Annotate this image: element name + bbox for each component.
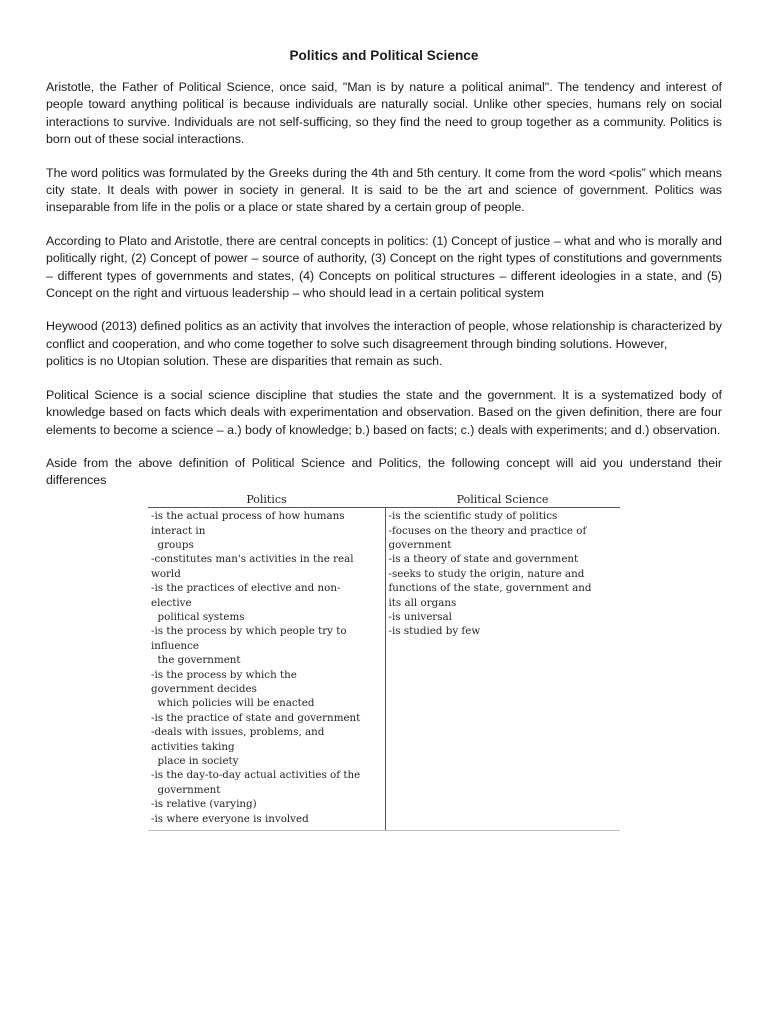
politics-line: -is the process by which the xyxy=(151,668,297,681)
table-header-political-science: Political Science xyxy=(385,492,620,508)
politics-column-cell xyxy=(148,508,385,831)
political-science-line: government xyxy=(388,538,452,551)
political-science-line: -seeks to study the origin, nature and xyxy=(388,567,585,580)
politics-line: groups xyxy=(151,538,194,551)
paragraph-aristotle: Aristotle, the Father of Political Science, once said, "Man is by nature a political animal". The tendency and interest of people toward anything political is because individuals are naturally social. Unlike other species, humans rely on social interactions to survive. Individuals are not self-sufficing, so they find the need to group together as a community. Politics is born out of these social interactions. xyxy=(46,80,722,147)
politics-line: influence xyxy=(151,639,200,652)
political-science-line: -is a theory of state and government xyxy=(388,553,579,566)
political-science-line: -focuses on the theory and practice of xyxy=(388,524,587,537)
paragraph-heywood-text: Heywood (2013) defined politics as an activity that involves the interaction of people, whose relationship is characterized by conflict and cooperation, and who come together to solve such disagreement through binding solutions. However, xyxy=(46,319,722,351)
politics-line: -is the day-to-day actual activities of the xyxy=(151,769,361,782)
politics-line: interact in xyxy=(151,524,206,537)
politics-line: which policies will be enacted xyxy=(151,697,315,710)
politics-line: activities taking xyxy=(151,740,235,753)
politics-line: -is the process by which people try to xyxy=(151,625,347,638)
politics-line: -constitutes man's activities in the real xyxy=(151,553,354,566)
politics-line: the government xyxy=(151,654,241,667)
paragraph-heywood-continuation: politics is no Utopian solution. These are disparities that remain as such. xyxy=(46,354,443,369)
political-science-line: -is the scientific study of politics xyxy=(388,510,558,523)
political-science-line: functions of the state, government and xyxy=(388,582,592,595)
politics-line: -is the actual process of how humans xyxy=(151,510,345,523)
politics-line: elective xyxy=(151,596,192,609)
politics-line: government xyxy=(151,783,221,796)
political-science-column-cell xyxy=(385,508,620,831)
political-science-line: -is universal xyxy=(388,610,452,623)
politics-line: -is relative (varying) xyxy=(151,798,257,811)
politics-line: -is the practices of elective and non- xyxy=(151,582,341,595)
politics-line: government decides xyxy=(151,683,257,695)
paragraph-heywood xyxy=(46,318,722,370)
politics-line: place in society xyxy=(151,755,239,768)
paragraph-aside: Aside from the above definition of Political Science and Politics, the following concept will aid you understand their differences xyxy=(46,455,722,488)
paragraph-word-politics: The word politics was formulated by the Greeks during the 4th and 5th century. It come from the word <polis” which means city state. It deals with power in society in general. It is said to be the art and science of government. Politics was inseparable from life in the polis or a place or state shared by a certain group of people. xyxy=(46,165,722,215)
paragraph-central-concepts: According to Plato and Aristotle, there are central concepts in politics: (1) Concept of justice – what and who is morally and politically right, (2) Concept of power – source of authority, (3) Concept on the right types of constitutions and governments – different types of governments and states, (4) Concepts on political structures – different ideologies in a state, and (5) Concept on the right and virtuous leadership – who should lead in a certain political system xyxy=(46,233,722,301)
comparison-table-wrapper xyxy=(148,492,620,831)
politics-line: -is where everyone is involved xyxy=(151,812,309,825)
table-row xyxy=(148,508,620,831)
politics-line: world xyxy=(151,567,181,580)
document-title: Politics and Political Science xyxy=(289,48,479,63)
table-header-politics: Politics xyxy=(148,492,385,508)
political-science-line: -is studied by few xyxy=(388,625,481,638)
comparison-table xyxy=(148,492,620,831)
politics-line: -is the practice of state and government xyxy=(151,711,361,724)
politics-line: political systems xyxy=(151,610,245,623)
political-science-line: its all organs xyxy=(388,596,457,609)
table-header-row xyxy=(148,492,620,508)
politics-line: -deals with issues, problems, and xyxy=(151,726,325,739)
paragraph-political-science: Political Science is a social science discipline that studies the state and the government. It is a systematized body of knowledge based on facts which deals with experimentation and observation. Based on the given definition, there are four elements to become a science – a.) body of knowledge; b.) based on facts; c.) deals with experiments; and d.) observation. xyxy=(46,387,722,437)
